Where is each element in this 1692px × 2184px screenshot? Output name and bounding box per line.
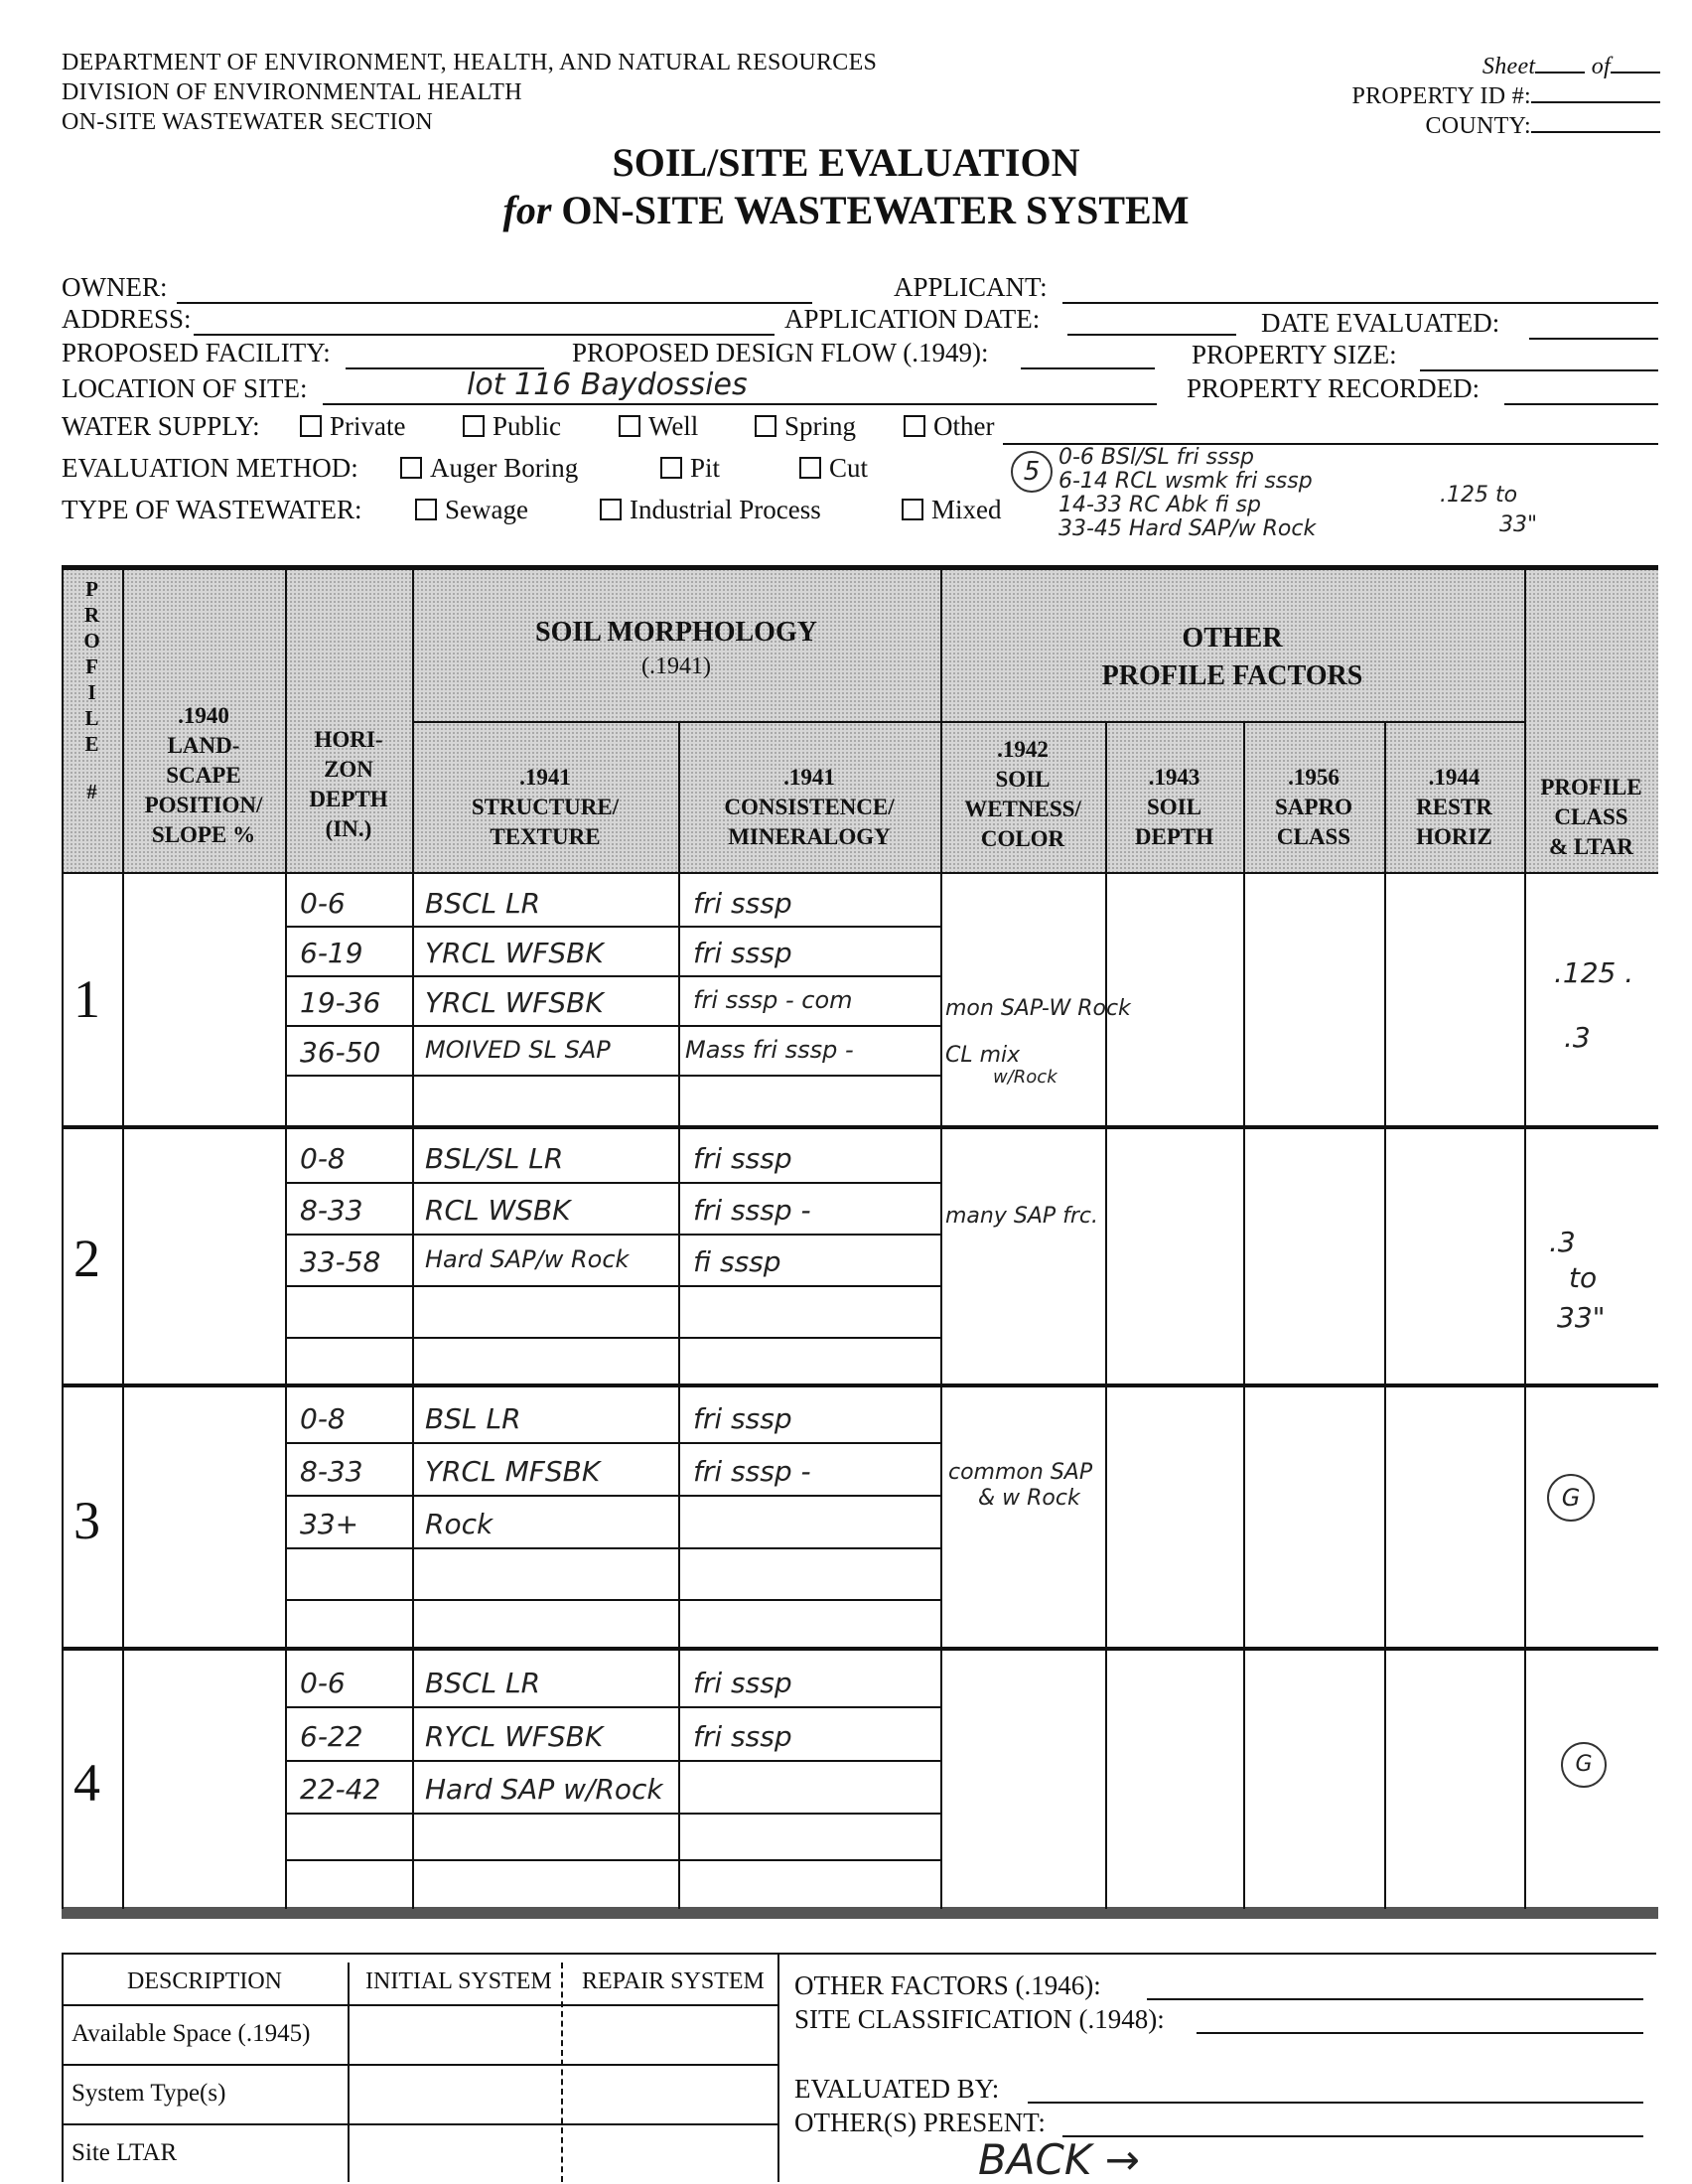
consistence: fri sssp: [693, 1720, 792, 1753]
others-present-label: OTHER(S) PRESENT:: [794, 2108, 1046, 2137]
structure-texture: Rock: [425, 1508, 494, 1540]
location-field[interactable]: [323, 403, 1157, 405]
form-subtitle-for: for: [502, 188, 552, 232]
wastewater-sewage-checkbox[interactable]: Sewage: [415, 495, 528, 525]
wetness-note: w/Rock: [993, 1067, 1058, 1088]
consistence: Mass fri sssp -: [685, 1036, 854, 1064]
horizon-depth: 0-8: [300, 1142, 346, 1175]
soil-depth-header: .1943 SOIL DEPTH: [1134, 765, 1214, 849]
horizon-depth: 0-6: [300, 1667, 346, 1699]
soil-morphology-header: SOIL MORPHOLOGY (.1941): [535, 617, 817, 679]
site-classification-label: SITE CLASSIFICATION (.1948):: [794, 2004, 1165, 2034]
system-types-label: System Type(s): [71, 2080, 226, 2107]
margin-note-line: 6-14 RCL wsmk fri sssp: [1058, 469, 1313, 494]
horizon-depth: 22-42: [300, 1773, 381, 1806]
design-flow-field[interactable]: [1021, 367, 1155, 369]
wetness-note: & w Rock: [978, 1486, 1080, 1511]
horizon-depth: 0-8: [300, 1402, 346, 1435]
ltar-value: 33": [1557, 1301, 1606, 1334]
horizon-depth: 6-19: [300, 937, 363, 969]
site-ltar-label: Site LTAR: [71, 2139, 178, 2166]
evaluated-by-field[interactable]: [1028, 2102, 1643, 2104]
water-well-checkbox[interactable]: Well: [619, 411, 698, 442]
address-field[interactable]: [194, 334, 775, 336]
wastewater-industrial-checkbox[interactable]: Industrial Process: [600, 495, 821, 525]
consistence: fri sssp: [693, 887, 792, 920]
consistence: fri sssp: [693, 1142, 792, 1175]
consistence: fri sssp: [693, 937, 792, 969]
owner-label: OWNER:: [62, 272, 168, 302]
profile-number: 4: [73, 1753, 100, 1813]
margin-note-circle: 5: [1011, 451, 1053, 493]
structure-texture-header: .1941 STRUCTURE/ TEXTURE: [471, 765, 620, 849]
ltar-value: to: [1569, 1261, 1598, 1294]
applicant-label: APPLICANT:: [894, 272, 1048, 302]
method-auger-checkbox[interactable]: Auger Boring: [400, 453, 578, 484]
horizon-depth: 8-33: [300, 1194, 363, 1227]
water-supply-label: WATER SUPPLY:: [62, 411, 260, 441]
structure-texture: BSL/SL LR: [425, 1142, 564, 1175]
structure-texture: BSCL LR: [425, 1667, 541, 1699]
structure-texture: YRCL WFSBK: [425, 937, 604, 969]
ltar-value: .3: [1564, 1021, 1591, 1054]
county-label: COUNTY:: [1425, 113, 1531, 139]
property-id-label: PROPERTY ID #:: [1351, 83, 1531, 109]
structure-texture: BSCL LR: [425, 887, 541, 920]
water-spring-checkbox[interactable]: Spring: [755, 411, 856, 442]
other-profile-factors-header: OTHER PROFILE FACTORS: [1101, 623, 1363, 691]
ltar-value: G: [1547, 1474, 1595, 1522]
method-cut-checkbox[interactable]: Cut: [799, 453, 868, 484]
horizon-depth: 19-36: [300, 986, 381, 1019]
wetness-note: mon SAP-W Rock: [945, 996, 1131, 1021]
ltar-value: G: [1561, 1742, 1607, 1788]
property-size-label: PROPERTY SIZE:: [1192, 340, 1397, 369]
water-public-checkbox[interactable]: Public: [463, 411, 561, 442]
date-evaluated-label: DATE EVALUATED:: [1261, 308, 1500, 338]
profile-number: 2: [73, 1229, 100, 1288]
structure-texture: RCL WSBK: [425, 1194, 571, 1227]
margin-note-line: 33-45 Hard SAP/w Rock: [1058, 516, 1317, 541]
horizon-depth: 8-33: [300, 1455, 363, 1488]
sheet-label: Sheet: [1481, 54, 1536, 79]
consistence: fi sssp: [693, 1245, 781, 1278]
application-date-field[interactable]: [1067, 334, 1236, 336]
site-classification-field[interactable]: [1197, 2032, 1643, 2034]
horizon-depth: 33+: [300, 1508, 359, 1540]
of-label: of: [1591, 54, 1611, 79]
design-flow-label: PROPOSED DESIGN FLOW (.1949):: [572, 338, 989, 367]
profile-number: 1: [73, 969, 100, 1029]
form-subtitle: [0, 187, 1692, 233]
summary-initial-header: INITIAL SYSTEM: [365, 1968, 552, 1994]
wastewater-type-label: TYPE OF WASTEWATER:: [62, 495, 362, 524]
address-label: ADDRESS:: [62, 304, 192, 334]
horizon-depth: 36-50: [300, 1036, 381, 1069]
structure-texture: YRCL MFSBK: [425, 1455, 601, 1488]
structure-texture: Hard SAP w/Rock: [425, 1773, 663, 1806]
summary-repair-header: REPAIR SYSTEM: [582, 1968, 765, 1994]
division-name: DIVISION OF ENVIRONMENTAL HEALTH: [62, 79, 522, 105]
structure-texture: Hard SAP/w Rock: [425, 1245, 630, 1273]
structure-texture: MOIVED SL SAP: [425, 1036, 611, 1064]
wetness-note: common SAP: [948, 1460, 1093, 1485]
property-recorded-field[interactable]: [1504, 403, 1658, 405]
county-field[interactable]: [1531, 131, 1660, 133]
other-factors-label: OTHER FACTORS (.1946):: [794, 1970, 1101, 2000]
applicant-field[interactable]: [1062, 302, 1658, 304]
proposed-facility-label: PROPOSED FACILITY:: [62, 338, 331, 367]
ltar-value: .3: [1549, 1226, 1576, 1258]
horizon-depth: 33-58: [300, 1245, 381, 1278]
margin-note-line: 0-6 BSl/SL fri sssp: [1058, 445, 1254, 470]
property-recorded-label: PROPERTY RECORDED:: [1187, 373, 1480, 403]
method-pit-checkbox[interactable]: Pit: [660, 453, 720, 484]
structure-texture: YRCL WFSBK: [425, 986, 604, 1019]
margin-note-ltar: .125 to: [1440, 483, 1518, 508]
consistence: fri sssp -: [693, 1194, 811, 1227]
margin-note-ltar2: 33": [1499, 512, 1538, 537]
available-space-label: Available Space (.1945): [71, 2020, 311, 2047]
date-evaluated-field[interactable]: [1529, 338, 1658, 340]
sapro-class-header: .1956 SAPRO CLASS: [1275, 765, 1352, 849]
application-date-label: APPLICATION DATE:: [784, 304, 1041, 334]
evaluation-method-label: EVALUATION METHOD:: [62, 453, 358, 483]
wetness-note: CL mix: [945, 1043, 1021, 1068]
property-size-field[interactable]: [1420, 369, 1658, 371]
location-value: lot 116 Baydossies: [467, 367, 748, 402]
section-name: ON-SITE WASTEWATER SECTION: [62, 109, 433, 135]
profile-number: 3: [73, 1491, 100, 1550]
profile-number-header: P R O F I L E #: [83, 577, 100, 803]
form-title: SOIL/SITE EVALUATION: [612, 140, 1080, 185]
restr-horiz-header: .1944 RESTR HORIZ: [1416, 765, 1492, 849]
consistence: fri sssp: [693, 1402, 792, 1435]
wetness-note: many SAP frc.: [945, 1204, 1099, 1229]
structure-texture: RYCL WFSBK: [425, 1720, 604, 1753]
horizon-depth: 6-22: [300, 1720, 363, 1753]
water-private-checkbox[interactable]: Private: [300, 411, 405, 442]
department-name: DEPARTMENT OF ENVIRONMENT, HEALTH, AND NATURAL RESOURCES: [62, 50, 878, 75]
horizon-depth: 0-6: [300, 887, 346, 920]
horizon-depth-header: HORI- ZON DEPTH (IN.): [309, 727, 388, 841]
water-other-checkbox[interactable]: Other: [904, 411, 994, 442]
structure-texture: BSL LR: [425, 1402, 521, 1435]
other-factors-field[interactable]: [1147, 1998, 1643, 2000]
owner-field[interactable]: [177, 302, 812, 304]
consistence: fri sssp - com: [693, 986, 853, 1014]
location-label: LOCATION OF SITE:: [62, 373, 308, 403]
form-subtitle-rest: ON-SITE WASTEWATER SYSTEM: [561, 188, 1190, 232]
summary-description-header: DESCRIPTION: [127, 1968, 283, 1994]
landscape-header: .1940 LAND- SCAPE POSITION/ SLOPE %: [144, 703, 263, 847]
ltar-value: .125 .: [1554, 956, 1634, 989]
wastewater-mixed-checkbox[interactable]: Mixed: [902, 495, 1002, 525]
evaluated-by-label: EVALUATED BY:: [794, 2074, 1000, 2104]
wetness-color-header: .1942 SOIL WETNESS/ COLOR: [964, 737, 1081, 851]
others-present-field[interactable]: [1062, 2135, 1643, 2137]
profile-class-header: PROFILE CLASS & LTAR: [1540, 775, 1642, 859]
back-note: BACK →: [978, 2135, 1140, 2184]
consistence: fri sssp: [693, 1667, 792, 1699]
consistence: fri sssp -: [693, 1455, 811, 1488]
property-id-field[interactable]: [1531, 101, 1660, 103]
margin-note-line: 14-33 RC Abk fi sp: [1058, 493, 1261, 517]
consistence-header: .1941 CONSISTENCE/ MINERALOGY: [724, 765, 895, 849]
